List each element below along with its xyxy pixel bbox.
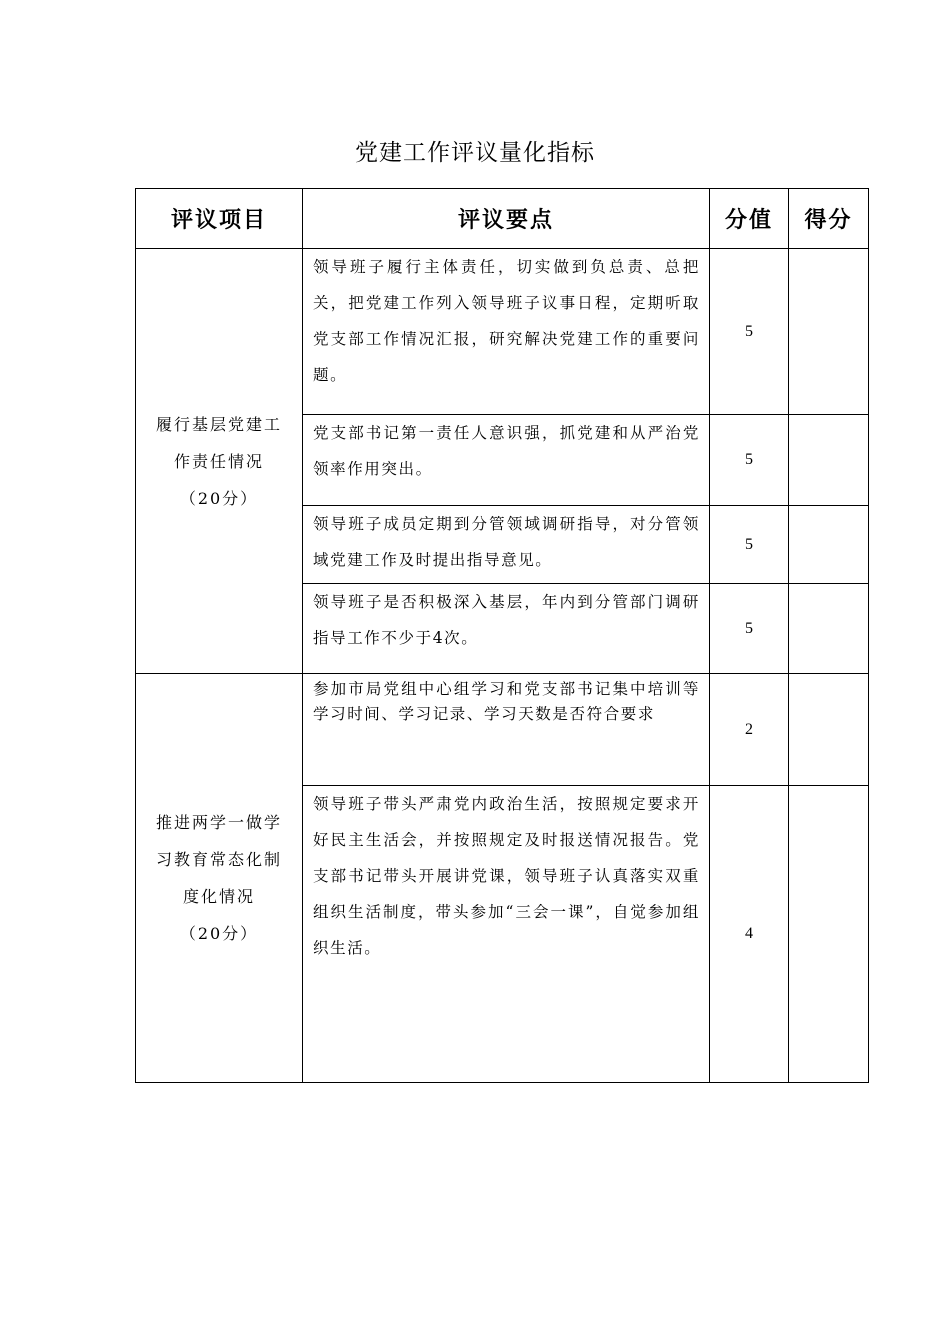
value-cell: 4	[710, 786, 789, 1083]
evaluation-table	[135, 188, 869, 1083]
point-cell: 领导班子带头严肃党内政治生活，按照规定要求开好民主生活会，并按照规定及时报送情况报告。党支部书记带头开展讲党课，领导班子认真落实双重组织生活制度，带头参加“三会一课”，自觉参加组织生活。	[303, 786, 710, 1083]
category-line: 作责任情况	[173, 451, 264, 471]
value-cell: 5	[710, 506, 789, 584]
category-line: 推进两学一做学	[155, 813, 282, 832]
score-cell[interactable]	[789, 506, 869, 584]
category-cell	[136, 249, 303, 674]
table-row	[136, 249, 869, 415]
category-line: 履行基层党建工	[155, 414, 282, 434]
point-cell: 党支部书记第一责任人意识强，抓党建和从严治党领率作用突出。	[303, 415, 710, 506]
point-cell: 领导班子成员定期到分管领域调研指导，对分管领域党建工作及时提出指导意见。	[303, 506, 710, 584]
value-cell: 5	[710, 415, 789, 506]
category-line: （20分）	[179, 924, 259, 943]
value-cell: 5	[710, 249, 789, 415]
header-row	[136, 189, 869, 249]
category-line: （20分）	[179, 488, 259, 508]
point-cell: 参加市局党组中心组学习和党支部书记集中培训等学习时间、学习记录、学习天数是否符合要求	[303, 674, 710, 786]
header-value: 分值	[710, 189, 789, 249]
value-cell: 5	[710, 584, 789, 674]
document-title: 党建工作评议量化指标	[355, 140, 595, 166]
header-score: 得分	[789, 189, 869, 249]
score-cell[interactable]	[789, 786, 869, 1083]
score-cell[interactable]	[789, 584, 869, 674]
category-cell	[136, 674, 303, 1083]
score-cell[interactable]	[789, 249, 869, 415]
table-row	[136, 674, 869, 786]
point-cell: 领导班子是否积极深入基层，年内到分管部门调研指导工作不少于4次。	[303, 584, 710, 674]
header-item: 评议项目	[136, 189, 303, 249]
score-cell[interactable]	[789, 674, 869, 786]
header-points: 评议要点	[303, 189, 710, 249]
category-line: 度化情况	[182, 887, 255, 906]
category-line: 习教育常态化制	[155, 850, 282, 869]
score-cell[interactable]	[789, 415, 869, 506]
point-cell: 领导班子履行主体责任，切实做到负总责、总把关，把党建工作列入领导班子议事日程，定期听取党支部工作情况汇报，研究解决党建工作的重要问题。	[303, 249, 710, 415]
value-cell: 2	[710, 674, 789, 786]
